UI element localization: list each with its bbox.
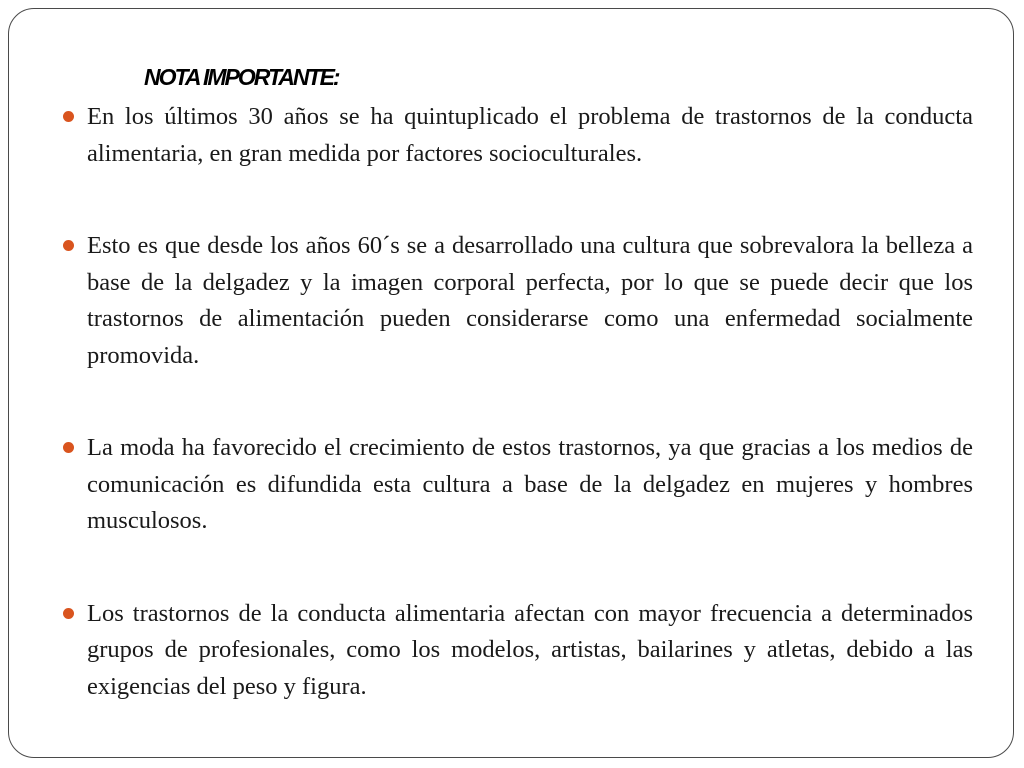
bullet-item bbox=[87, 228, 973, 374]
bullet-dot-icon bbox=[63, 608, 74, 619]
bullet-text: Los trastornos de la conducta alimentaria afectan con mayor frecuencia a determinados grupos de profesionales, como los modelos, artistas, bailarines y atletas, debido a las exigencias del peso y figura. bbox=[87, 599, 973, 700]
bullet-item bbox=[87, 430, 973, 540]
bullet-text: En los últimos 30 años se ha quintuplicado el problema de trastornos de la conducta alimentaria, en gran medida por factores socioculturales. bbox=[87, 103, 973, 167]
bullet-item bbox=[87, 99, 973, 172]
slide-title: NOTA IMPORTANTE: bbox=[144, 64, 339, 90]
bullet-text: Esto es que desde los años 60´s se a desarrollado una cultura que sobrevalora la belleza a base de la delgadez y la imagen corporal perfecta, por lo que se puede decir que los trastornos de alimentación pueden considerarse como una enfermedad socialmente promovida. bbox=[87, 232, 973, 369]
slide-frame bbox=[8, 8, 1014, 758]
bullet-dot-icon bbox=[63, 111, 74, 122]
bullet-list bbox=[87, 99, 973, 705]
bullet-dot-icon bbox=[63, 442, 74, 453]
bullet-dot-icon bbox=[63, 240, 74, 251]
bullet-text: La moda ha favorecido el crecimiento de estos trastornos, ya que gracias a los medios de comunicación es difundida esta cultura a base de la delgadez en mujeres y hombres musculosos. bbox=[87, 434, 973, 534]
bullet-item bbox=[87, 596, 973, 706]
